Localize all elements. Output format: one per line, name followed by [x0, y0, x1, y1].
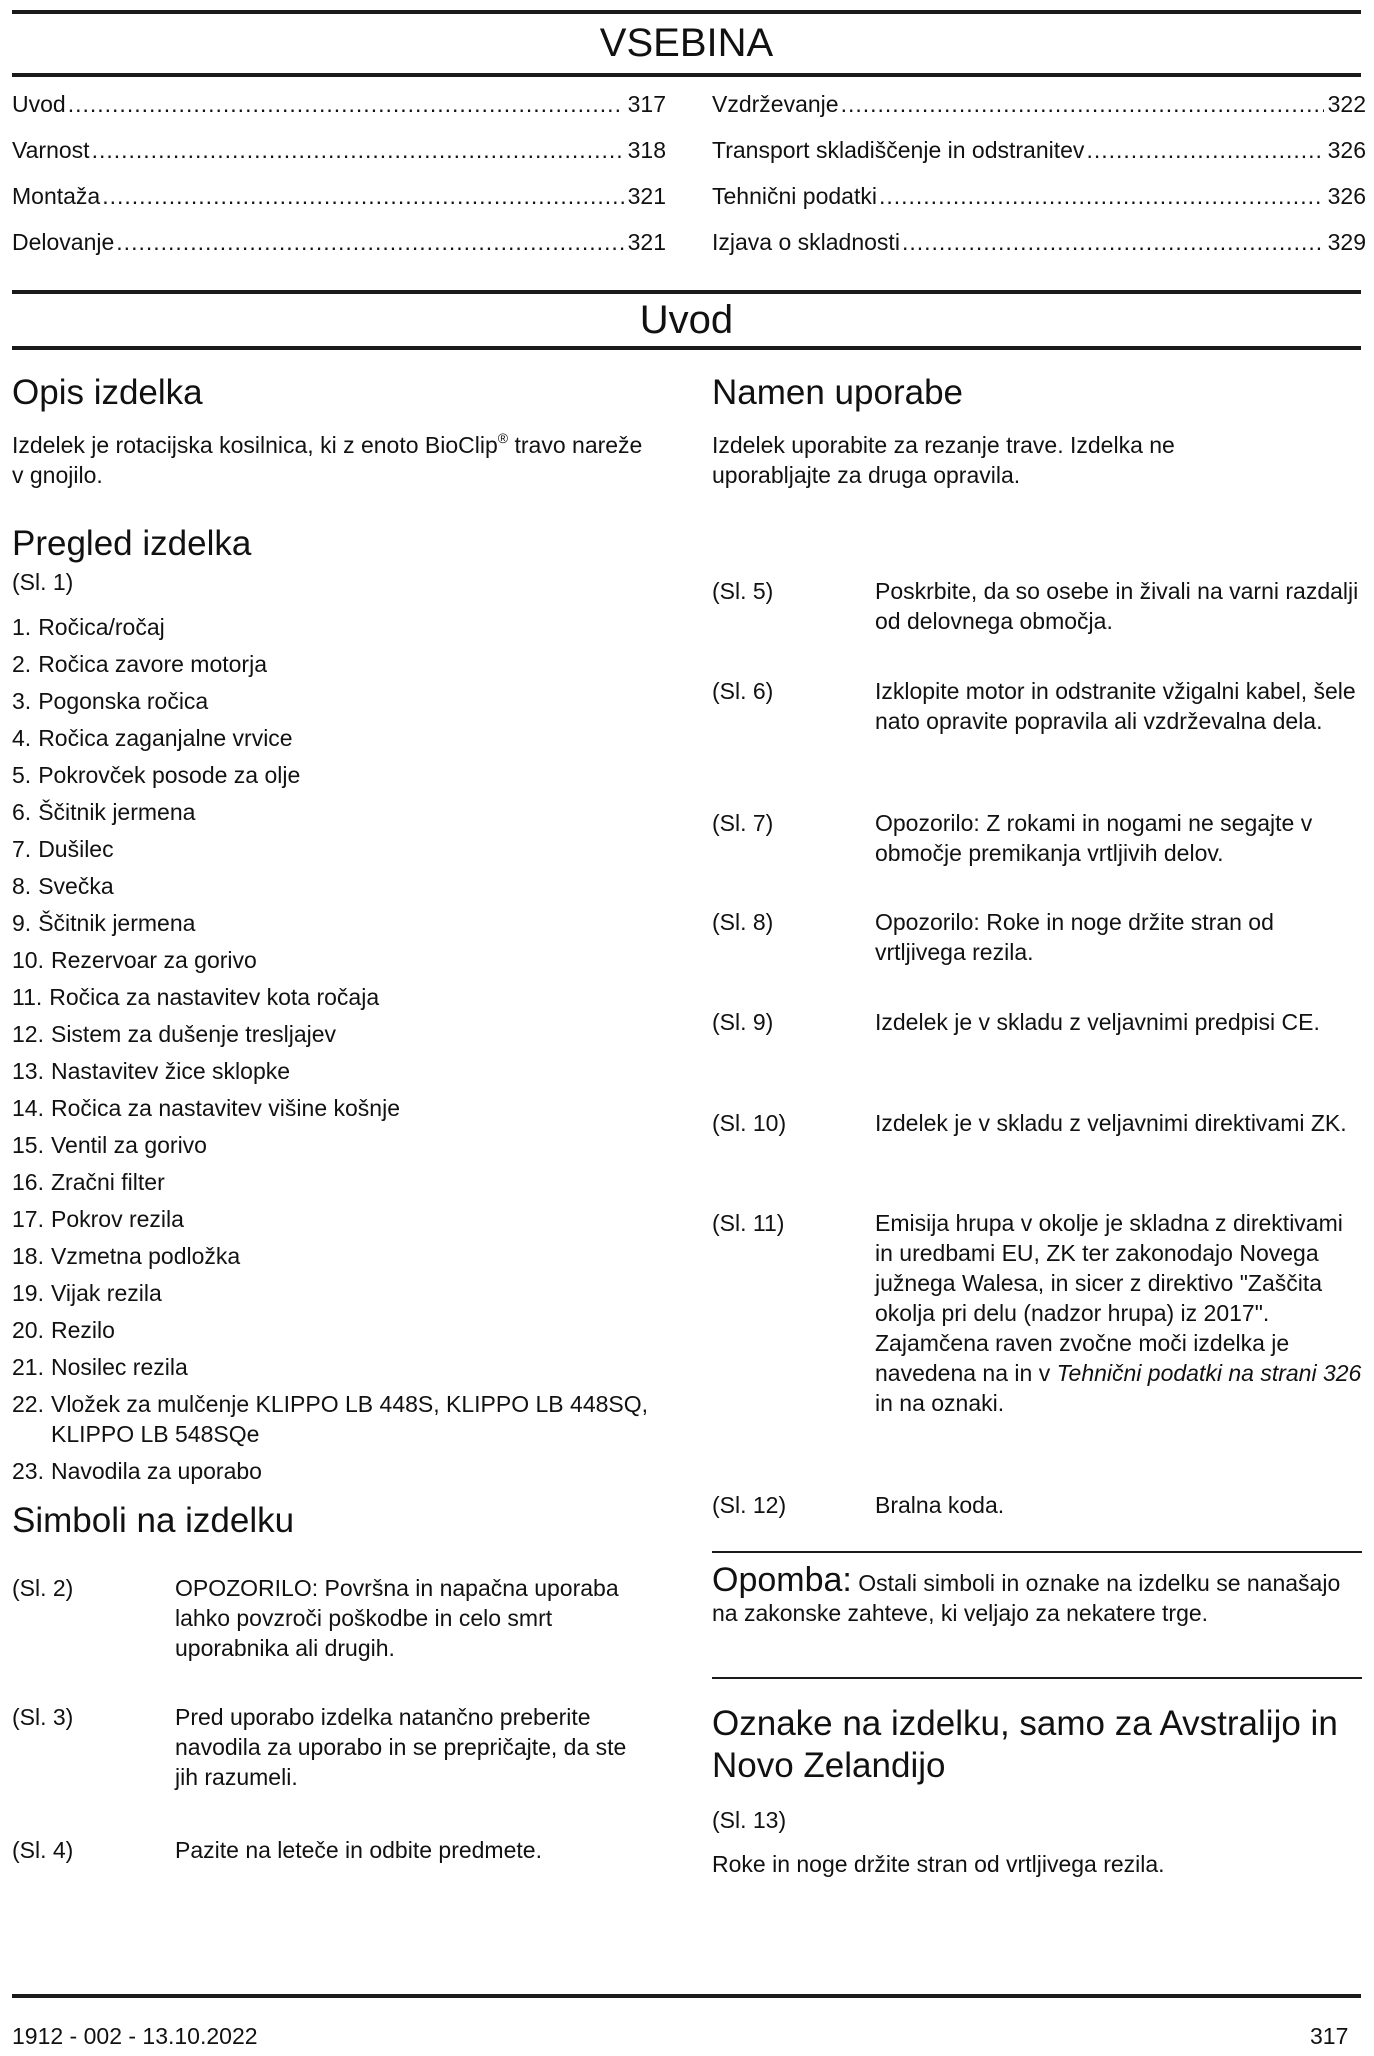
symbol-desc: Emisija hrupa v okolje je skladna z direktivami in uredbami EU, ZK ter zakonodajo Novega južnega Walesa, in sicer z direktivo "Zaščita okolja pri delu (nadzor hrupa) iz 2017". Zajamčena raven zvočne moči izdelka je navedena na in v Tehnični podatki na strani 326 in na oznaki. [875, 1210, 1362, 1416]
symbol-desc: OPOZORILO: Površna in napačna uporaba lahko povzroči poškodbe in celo smrt uporabnika ali drugih. [175, 1575, 619, 1661]
symbol-item [712, 576, 1362, 636]
footer-doc-code: 1912 - 002 - 13.10.2022 [12, 2023, 258, 2049]
list-item: 17. Pokrov rezila [12, 1206, 184, 1232]
note-box [712, 1562, 1362, 1628]
symbol-item [12, 1835, 652, 1865]
list-item: 8. Svečka [12, 873, 114, 899]
namen-text: Izdelek uporabite za rezanje trave. Izdelka ne uporabljajte za druga opravila. [712, 432, 1175, 488]
cross-reference-link[interactable]: Tehnični podatki na strani 326 [1056, 1360, 1362, 1386]
symbol-desc: Izdelek je v skladu z veljavnimi direktivami ZK. [875, 1110, 1347, 1136]
toc-right-column [712, 89, 1366, 273]
symbol-ref: (Sl. 6) [712, 678, 774, 704]
list-item: 7. Dušilec [12, 836, 114, 862]
pregled-ref: (Sl. 1) [12, 569, 74, 595]
footer-page-number: 317 [1310, 2023, 1349, 2049]
symbol-item [712, 1007, 1362, 1037]
toc-entry[interactable]: Varnost ..... 318 [12, 135, 666, 181]
symbol-ref: (Sl. 9) [712, 1009, 774, 1035]
list-item: 13. Nastavitev žice sklopke [12, 1058, 291, 1084]
symbol-item [712, 1108, 1362, 1138]
list-item: 5. Pokrovček posode za olje [12, 762, 301, 788]
toc-entry[interactable]: Delovanje ..... 321 [12, 227, 666, 273]
note-text: Ostali simboli in oznake na izdelku se nanašajo na zakonske zahteve, ki veljajo za nekatere trge. [712, 1570, 1341, 1626]
parts-list [12, 612, 652, 1493]
symbol-ref: (Sl. 11) [712, 1210, 785, 1236]
list-item: 22. Vložek za mulčenje KLIPPO LB 448S, KLIPPO LB 448SQ, KLIPPO LB 548SQe [12, 1391, 649, 1447]
list-item: 11. Ročica za nastavitev kota ročaja [12, 984, 380, 1010]
symbol-ref: (Sl. 12) [712, 1492, 787, 1518]
list-item: 3. Pogonska ročica [12, 688, 209, 714]
symbol-desc: Bralna koda. [875, 1492, 1005, 1518]
symbol-ref: (Sl. 4) [12, 1837, 74, 1863]
list-item: 23. Navodila za uporabo [12, 1458, 262, 1484]
toc-entry[interactable]: Montaža ..... 321 [12, 181, 666, 227]
symbol-desc: Pred uporabo izdelka natančno preberite navodila za uporabo in se prepričajte, da ste jih razumeli. [175, 1704, 627, 1790]
toc-entry[interactable]: Uvod ..... 317 [12, 89, 666, 135]
symbol-item [12, 1573, 652, 1663]
list-item: 1. Ročica/ročaj [12, 614, 165, 640]
symbol-desc: Opozorilo: Roke in noge držite stran od vrtljivega rezila. [875, 909, 1274, 965]
list-item: 14. Ročica za nastavitev višine košnje [12, 1095, 400, 1121]
note-top-rule [712, 1551, 1362, 1553]
oznake-text: Roke in noge držite stran od vrtljivega rezila. [712, 1851, 1165, 1877]
list-item: 12. Sistem za dušenje tresljajev [12, 1021, 337, 1047]
symbol-item [12, 1702, 652, 1792]
list-item: 10. Rezervoar za gorivo [12, 947, 257, 973]
opis-heading: Opis izdelka [12, 373, 203, 412]
list-item: 21. Nosilec rezila [12, 1354, 188, 1380]
symbol-ref: (Sl. 10) [712, 1110, 787, 1136]
opis-text: Izdelek je rotacijska kosilnica, ki z enoto BioClip® travo nareže v gnojilo. [12, 430, 643, 488]
note-label: Opomba: [712, 1561, 852, 1599]
symbol-item [712, 808, 1362, 868]
toc-title-rule [12, 73, 1361, 77]
list-item: 15. Ventil za gorivo [12, 1132, 207, 1158]
symbol-ref: (Sl. 7) [712, 810, 774, 836]
toc-entry[interactable]: Izjava o skladnosti ..... 329 [712, 227, 1366, 273]
list-item: 6. Ščitnik jermena [12, 799, 196, 825]
list-item: 4. Ročica zaganjalne vrvice [12, 725, 293, 751]
list-item: 18. Vzmetna podložka [12, 1243, 241, 1269]
note-bottom-rule [712, 1677, 1362, 1679]
symbol-item [712, 676, 1362, 736]
top-rule [12, 10, 1361, 14]
symbol-desc: Izdelek je v skladu z veljavnimi predpisi CE. [875, 1009, 1320, 1035]
symbol-ref: (Sl. 2) [12, 1575, 74, 1601]
symbol-ref: (Sl. 8) [712, 909, 774, 935]
toc-title: VSEBINA [599, 21, 774, 65]
toc-entry[interactable]: Vzdrževanje ..... 322 [712, 89, 1366, 135]
symbol-item [712, 1490, 1362, 1520]
oznake-ref: (Sl. 13) [712, 1807, 787, 1833]
list-item: 16. Zračni filter [12, 1169, 165, 1195]
symbol-ref: (Sl. 3) [12, 1704, 74, 1730]
symbol-desc: Opozorilo: Z rokami in nogami ne segajte v območje premikanja vrtljivih delov. [875, 810, 1313, 866]
list-item: 20. Rezilo [12, 1317, 115, 1343]
pregled-heading: Pregled izdelka [12, 524, 252, 563]
list-item: 9. Ščitnik jermena [12, 910, 196, 936]
oznake-heading: Oznake na izdelku, samo za Avstralijo in Novo Zelandijo [712, 1704, 1338, 1785]
namen-heading: Namen uporabe [712, 373, 963, 412]
footer-rule [12, 1994, 1361, 1998]
section-title-rule [12, 346, 1361, 350]
toc-entry[interactable]: Tehnični podatki ..... 326 [712, 181, 1366, 227]
toc-entry[interactable]: Transport skladiščenje in odstranitev ..... 326 [712, 135, 1366, 181]
list-item: 2. Ročica zavore motorja [12, 651, 267, 677]
symbol-desc: Poskrbite, da so osebe in živali na varni razdalji od delovnega območja. [875, 578, 1359, 634]
list-item: 19. Vijak rezila [12, 1280, 162, 1306]
symbol-item [712, 907, 1362, 967]
simboli-heading: Simboli na izdelku [12, 1501, 295, 1540]
symbol-item [712, 1208, 1367, 1418]
symbol-ref: (Sl. 5) [712, 578, 774, 604]
section-top-rule [12, 290, 1361, 294]
section-title: Uvod [639, 298, 734, 342]
symbol-desc: Izklopite motor in odstranite vžigalni kabel, šele nato opravite popravila ali vzdrževalna dela. [875, 678, 1356, 734]
toc-left-column [12, 89, 666, 273]
symbol-desc: Pazite na leteče in odbite predmete. [175, 1837, 542, 1863]
